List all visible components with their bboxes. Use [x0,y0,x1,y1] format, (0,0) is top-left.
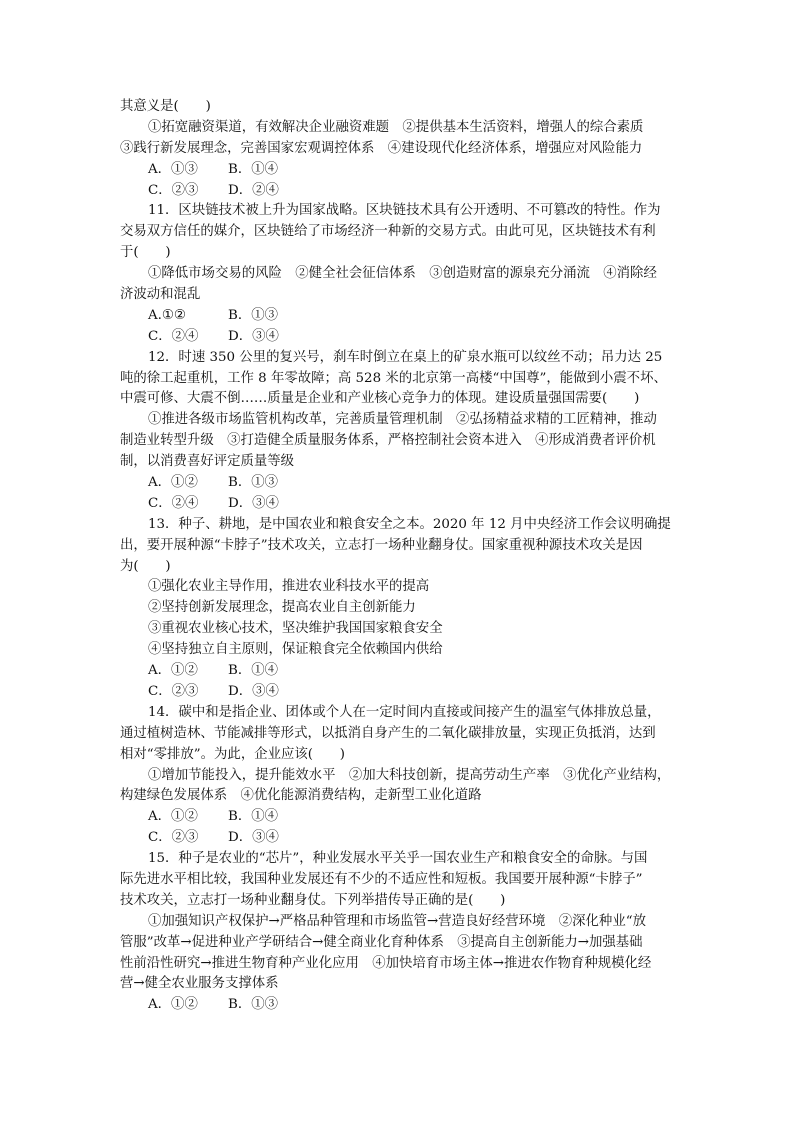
option-right: D．③④ [228,683,279,699]
text-line: 吨的徐工起重机，工作 8 年零故障；高 528 米的北京第一高楼“中国尊”，能做到小震不坏、 [120,370,667,386]
option-left: C．②③ [148,830,199,846]
text-line: 营→健全农业服务支撑体系 [120,976,279,992]
option-right: B．①④ [228,663,279,679]
answer-options [120,327,676,348]
option-left: A.①② [148,307,186,323]
option-right: D．③④ [228,328,279,344]
text-line: 14．碳中和是指企业、团体或个人在一定时间内直接或间接产生的温室气体排放总量， [148,704,661,720]
text-line: ②坚持创新发展理念，提高农业自主创新能力 [148,600,416,616]
text-line: 15．种子是农业的“芯片”，种业发展水平关乎一国农业生产和粮食安全的命脉。与国 [148,851,648,867]
option-left: A．①② [148,809,198,825]
text-line: ③践行新发展理念，完善国家宏观调控体系 ④建设现代化经济体系，增强应对风险能力 [120,140,643,156]
answer-options [120,181,676,202]
text-line: 相对“零排放”。为此，企业应该( ) [120,746,345,762]
option-right: B．①④ [228,809,279,825]
document-page [120,97,676,1016]
option-left: A．①② [148,475,198,491]
option-left: A．①③ [148,161,198,177]
text-line: ①拓宽融资渠道，有效解决企业融资难题 ②提供基本生活资料，增强人的综合素质 [148,119,644,135]
text-line: 技术攻关，立志打一场种业翻身仗。下列举措传导正确的是( ) [120,892,506,908]
option-right: B．①④ [228,161,279,177]
option-right: D．③④ [228,495,279,511]
option-right: B．①③ [228,475,279,491]
text-line: 制造业转型升级 ③打造健全质量服务体系，严格控制社会资本进入 ④形成消费者评价机 [120,433,656,449]
option-left: C．②④ [148,328,199,344]
option-left: C．②③ [148,182,199,198]
text-line: 13．种子、耕地，是中国农业和粮食安全之本。2020 年 12 月中央经济工作会议明确提 [148,516,671,532]
answer-options [120,306,676,327]
text-line: 构建绿色发展体系 ④优化能源消费结构，走新型工业化道路 [120,788,482,804]
answer-options [120,828,676,849]
answer-options [120,494,676,515]
answer-options [120,160,676,181]
text-line: 11．区块链技术被上升为国家战略。区块链技术具有公开透明、不可篡改的特性。作为 [148,203,661,219]
option-left: A．①② [148,663,198,679]
text-line: ④坚持独立自主原则，保证粮食完全依赖国内供给 [148,642,443,658]
text-line: 济波动和混乱 [120,287,201,303]
answer-options [120,995,676,1016]
option-right: D．③④ [228,830,279,846]
text-line: ①降低市场交易的风险 ②健全社会征信体系 ③创造财富的源泉充分涌流 ④消除经 [148,266,657,282]
text-line: ①强化农业主导作用，推进农业科技水平的提高 [148,579,430,595]
text-line: 际先进水平相比较，我国种业发展还有不少的不适应性和短板。我国要开展种源“卡脖子” [120,871,643,887]
text-line: 通过植树造林、节能减排等形式，以抵消自身产生的二氧化碳排放量，实现正负抵消，达到 [120,725,656,741]
text-line: ①加强知识产权保护→严格品种管理和市场监管→营造良好经营环境 ②深化种业“放 [148,913,646,929]
text-line: 中震可修、大震不倒……质量是企业和产业核心竞争力的体现。建设质量强国需要( ) [120,391,640,407]
option-right: B．①③ [228,997,279,1013]
text-line: 其意义是( ) [120,99,211,114]
answer-options [120,682,676,703]
option-left: C．②③ [148,683,199,699]
text-line: 出，要开展种源“卡脖子”技术攻关，立志打一场种业翻身仗。国家重视种源技术攻关是因 [120,537,643,553]
text-line: 制，以消费喜好评定质量等级 [120,454,295,470]
answer-options [120,661,676,682]
answer-options [120,807,676,828]
option-left: C．②④ [148,495,199,511]
text-line: ③重视农业核心技术，坚决维护我国国家粮食安全 [148,621,443,637]
text-line: ①增加节能投入，提升能效水平 ②加大科技创新，提高劳动生产率 ③优化产业结构， [148,767,671,783]
text-line: 交易双方信任的媒介，区块链给了市场经济一种新的交易方式。由此可见，区块链技术有利 [120,224,656,240]
option-left: A．①② [148,997,198,1013]
option-right: D．②④ [228,182,279,198]
text-line: ①推进各级市场监管机构改革，完善质量管理机制 ②弘扬精益求精的工匠精神，推动 [148,412,657,428]
text-line: 管服”改革→促进种业产学研结合→健全商业化育种体系 ③提高自主创新能力→加强基础 [120,934,643,950]
text-line: 为( ) [120,558,171,574]
option-right: B．①③ [228,307,279,323]
text-line: 12．时速 350 公里的复兴号，刹车时倒立在桌上的矿泉水瓶可以纹丝不动；吊力达 25 [148,349,663,365]
text-line: 于( ) [120,245,171,261]
answer-options [120,473,676,494]
text-line: 性前沿性研究→推进生物育种产业化应用 ④加快培育市场主体→推进农作物育种规模化经 [120,955,652,971]
